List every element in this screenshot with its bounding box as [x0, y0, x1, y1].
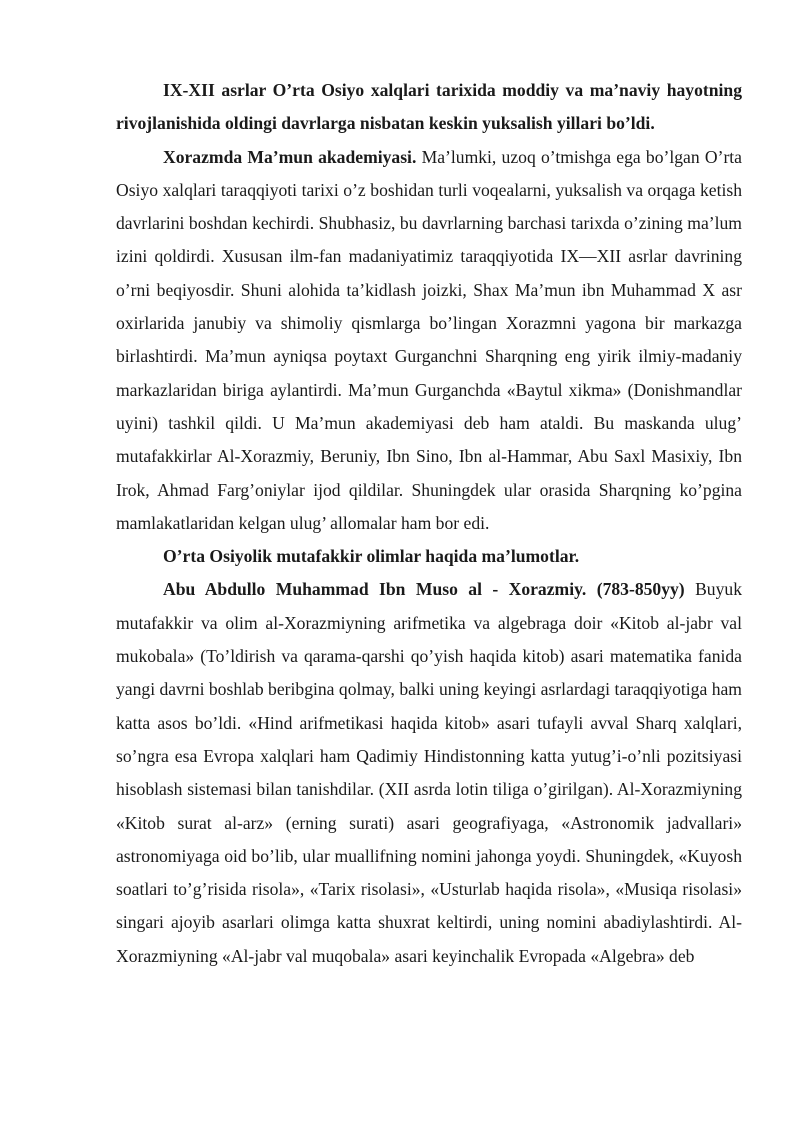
- subheading-scholars: O’rta Osiyolik mutafakkir olimlar haqida ma’lumotlar.: [163, 546, 580, 567]
- document-heading: IX-XII asrlar O’rta Osiyo xalqlari tarixida moddiy va ma’naviy hayotning rivojlanishida oldingi davrlarga nisbatan keskin yuksalish yillari bo’ldi.: [116, 80, 742, 134]
- paragraph-text-mamun-academy: Ma’lumki, uzoq o’tmishga ega bo’lgan O’rta Osiyo xalqlari taraqqiyoti tarixi o’z boshidan turli voqealarni, yuksalish va orqaga ketish davrlarini boshdan kechirdi. Shubhasiz, bu davrlarning barchasi tarixda o’zining ma’lum izini qoldirdi. Xususan ilm-fan madaniyatimiz taraqqiyotida IX—XII asrlar davrining o’rni beqiyosdir. Shuni alohida ta’kidlash joizki, Shax Ma’mun ibn Muhammad X asr oxirlarida janubiy va shimoliy qismlarga bo’lingan Xorazmni yagona bir markazga birlashtirdi. Ma’mun ayniqsa poytaxt Gurganchni Sharqning eng yirik ilmiy-madaniy markazlaridan biriga aylantirdi. Ma’mun Gurganchda «Baytul xikma» (Donishmandlar uyini) tashkil qildi. U Ma’mun akademiyasi deb ham ataldi. Bu maskanda ulug’ mutafakkirlar Al-Xorazmiy, Beruniy, Ibn Sino, Ibn al-Hammar, Abu Saxl Masixiy, Ibn Irok, Ahmad Farg’oniylar ijod qildilar. Shuningdek ular orasida Sharqning ko’pgina mamlakatlaridan kelgan ulug’ allomalar ham bor edi.: [116, 146, 742, 533]
- paragraph-text-al-xorazmiy: Buyuk mutafakkir va olim al-Xorazmiyning arifmetika va algebraga doir «Kitob al-jabr val mukobala» (To’ldirish va qarama-qarshi qo’yish haqida kitob) asari matematika fanida yangi davrni boshlab beribgina qolmay, balki uning keyingi asrlardagi taraqqiyotiga ham katta asos bo’ldi. «Hind arifmetikasi haqida kitob» asari tufayli avval Sharq xalqlari, so’ngra esa Evropa xalqlari ham Qadimiy Hindistonning katta yutug’i-o’nli pozitsiyasi hisoblash sistemasi bilan tanishdilar. (XII asrda lotin tiliga o’girilgan). Al-Xorazmiyning «Kitob surat al-arz» (erning surati) asari geografiyaga, «Astronomik jadvallari» astronomiyaga oid bo’lib, ular muallifning nomini jahonga yoydi. Shuningdek, «Kuyosh soatlari to’g’risida risola», «Tarix risolasi», «Usturlab haqida risola», «Musiqa risolasi» singari ajoyib asarlari olimga katta shuxrat keltirdi, uning nomini abadiylashtirdi. Al-Xorazmiyning «Al-jabr val muqobala» asari keyinchalik Evropada «Algebra» deb: [116, 579, 742, 966]
- paragraph-mamun-academy: [116, 141, 742, 541]
- paragraph-al-xorazmiy: [116, 573, 742, 973]
- section-title-mamun-academy: Xorazmda Ma’mun akademiyasi.: [163, 146, 417, 167]
- section-title-al-xorazmiy: Abu Abdullo Muhammad Ibn Muso al - Xorazmiy. (783-850yy): [163, 579, 685, 600]
- document-page: [116, 74, 742, 973]
